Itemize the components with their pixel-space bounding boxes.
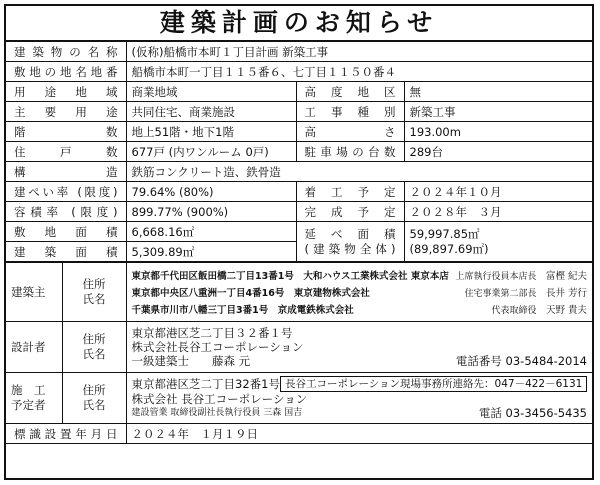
owner-title: 代表取締役: [491, 306, 537, 316]
row-coverage: [6, 182, 592, 202]
contractor-label-line1: 施 工: [11, 383, 46, 397]
height-label: 高さ: [296, 122, 404, 142]
owner-person: 長井 芳行: [545, 288, 587, 299]
floor-area-label-sub: (建築物全体): [304, 241, 396, 256]
row-owner: [6, 263, 592, 322]
contractor-label: [6, 373, 62, 424]
main-use-label: 主要用途: [6, 102, 126, 122]
designer-address-label: 住所: [82, 332, 106, 346]
start-value: ２０２４年１０月: [404, 182, 592, 202]
contractor-contact: 長谷工コーポレーション現場事務所連絡先：047－422－6131: [280, 376, 587, 392]
designer-name-label: 氏名: [82, 347, 106, 361]
row-contractor: [6, 373, 592, 424]
owner-line: [132, 284, 588, 301]
structure-value: 鉄筋コンクリート造、鉄骨造: [126, 162, 592, 182]
contractor-company: 株式会社 長谷工コーポレーション: [131, 392, 308, 406]
contractor-bottom: [132, 406, 588, 420]
designer-address: 東京都港区芝二丁目３２番１号: [131, 326, 293, 340]
floors-value: 地上51階・地下1階: [126, 122, 296, 142]
posted-date-value: ２０２４年 １月１９日: [126, 424, 592, 444]
owner-label: 建築主: [6, 263, 62, 322]
row-site-area: [6, 222, 592, 242]
coverage-label: 建ぺい率 (限度): [6, 182, 126, 202]
work-type-label: 工事種別: [296, 102, 404, 122]
owner-entity: 東京都中央区八重洲一丁目4番16号 東京建物株式会社: [131, 288, 370, 299]
floors-label: 階数: [6, 122, 126, 142]
row-designer: [6, 322, 592, 373]
designer-label: 設計者: [6, 322, 62, 373]
contractor-representative: 建設管業 取締役副社長執行役員 三森 国吉: [131, 408, 303, 418]
parking-value: 289台: [404, 142, 592, 162]
floor-area-value: [404, 222, 592, 262]
row-structure: [6, 162, 592, 182]
use-zone-value: 商業地域: [126, 82, 296, 102]
use-zone-label: 用途地域: [6, 82, 126, 102]
building-area-label: 建築面積: [6, 242, 126, 262]
floor-area-value-main: 59,997.85㎡: [409, 226, 480, 241]
designer-company: 株式会社長谷工コーポレーション: [131, 340, 304, 354]
row-building-name: [6, 42, 592, 62]
row-use-zone: [6, 82, 592, 102]
start-label: 着工予定: [296, 182, 404, 202]
building-area-value: 5,309.89㎡: [126, 242, 296, 262]
info-table: [6, 42, 592, 262]
floor-area-label-main: 延べ面積: [304, 226, 396, 241]
owner-entity: 東京都千代田区飯田橋二丁目13番1号 大和ハウス工業株式会社 東京本店: [131, 271, 449, 282]
contractor-address: 東京都港区芝二丁目32番1号: [131, 377, 280, 391]
height-district-label: 高度地区: [296, 82, 404, 102]
owner-list: [126, 263, 592, 322]
owner-address-label: 住所: [82, 277, 106, 291]
units-value: 677戸 (内ワンルーム 0戸): [126, 142, 296, 162]
contractor-label-line2: 予定者: [11, 398, 46, 412]
floor-area-label: [296, 222, 404, 262]
building-name-value: (仮称)船橋市本町１丁目計画 新築工事: [126, 42, 592, 62]
row-posted-date: [6, 424, 592, 444]
row-address: [6, 62, 592, 82]
work-type-value: 新築工事: [404, 102, 592, 122]
owner-name-label: 氏名: [82, 292, 106, 306]
far-label: 容積率 (限度): [6, 202, 126, 222]
height-value: 193.00m: [404, 122, 592, 142]
row-main-use: [6, 102, 592, 122]
floor-area-value-total: (89,897.69㎡): [409, 241, 489, 256]
building-name-label: 建築物の名称: [6, 42, 126, 62]
designer-phone: 電話番号 03-5484-2014: [455, 354, 587, 368]
parties-table: [6, 262, 592, 444]
main-use-value: 共同住宅、商業施設: [126, 102, 296, 122]
owner-line: [132, 267, 588, 284]
units-label: 住戸数: [6, 142, 126, 162]
address-label: 敷地の地名地番: [6, 62, 126, 82]
owner-field-labels: [62, 263, 126, 322]
parking-label: 駐車場の台数: [296, 142, 404, 162]
structure-label: 構造: [6, 162, 126, 182]
contractor-info: [126, 373, 592, 424]
coverage-value: 79.64% (80%): [126, 182, 296, 202]
owner-line: [132, 301, 588, 318]
far-value: 899.77% (900%): [126, 202, 296, 222]
completion-value: ２０２８年 ３月: [404, 202, 592, 222]
row-units: [6, 142, 592, 162]
designer-info: [126, 322, 592, 373]
designer-field-labels: [62, 322, 126, 373]
owner-entity: 千葉県市川市八幡三丁目3番1号 京成電鉄株式会社: [131, 305, 354, 316]
owner-title: 上席執行役員本店長: [455, 272, 537, 282]
contractor-phone: 電話 03-3456-5435: [478, 406, 587, 420]
row-floors: [6, 122, 592, 142]
designer-bottom: [132, 354, 588, 368]
notice-title: 建築計画のお知らせ: [6, 6, 592, 42]
address-value: 船橋市本町一丁目１１５番６、七丁目１１５０番４: [126, 62, 592, 82]
height-district-value: 無: [404, 82, 592, 102]
contractor-name-label: 氏名: [82, 398, 106, 412]
site-area-value: 6,668.16㎡: [126, 222, 296, 242]
completion-label: 完成予定: [296, 202, 404, 222]
owner-person: 天野 貴夫: [545, 305, 587, 316]
contractor-address-label: 住所: [82, 383, 106, 397]
contractor-top: [132, 376, 588, 392]
notice-board: [4, 4, 594, 480]
site-area-label: 敷地面積: [6, 222, 126, 242]
owner-person: 富樫 紀夫: [545, 271, 587, 282]
owner-title: 住宅事業第二部長: [464, 289, 537, 299]
posted-date-label: 標識設置年月日: [6, 424, 126, 444]
contractor-field-labels: [62, 373, 126, 424]
designer-architect: 一級建築士 藤森 元: [131, 354, 251, 368]
row-far: [6, 202, 592, 222]
